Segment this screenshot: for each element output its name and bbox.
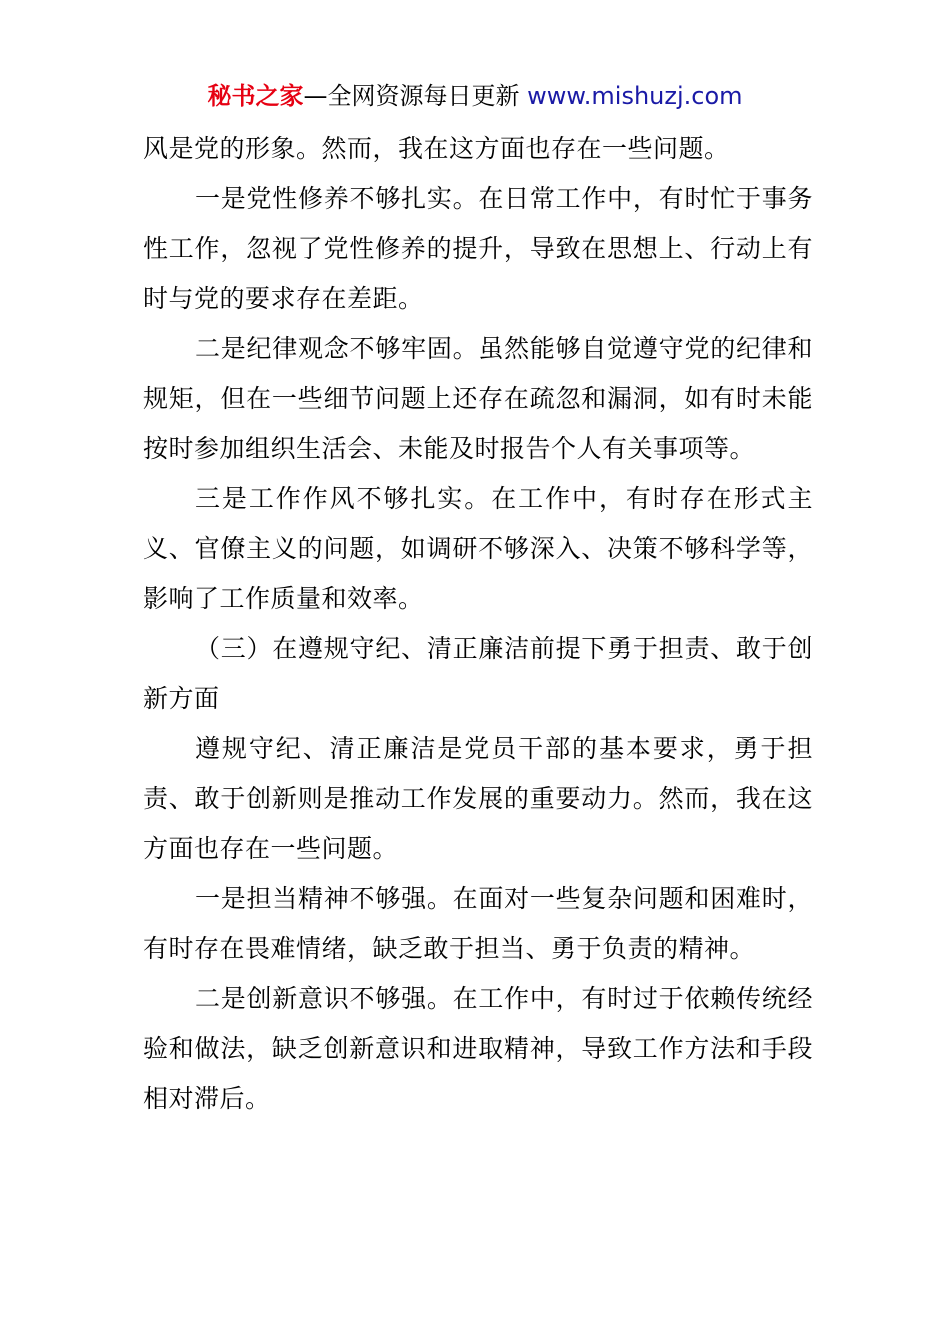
paragraph-section-intro: 遵规守纪、清正廉洁是党员干部的基本要求，勇于担责、敢于创新则是推动工作发展的重要动力。然而，我在这方面也存在一些问题。 bbox=[143, 734, 813, 863]
paragraph-work-style: 三是工作作风不够扎实。在工作中，有时存在形式主义、官僚主义的问题，如调研不够深入、决策不够科学等，影响了工作质量和效率。 bbox=[143, 484, 813, 613]
document-body bbox=[143, 124, 813, 1124]
page-header bbox=[0, 80, 950, 112]
section-heading-3: （三）在遵规守纪、清正廉洁前提下勇于担责、敢于创新方面 bbox=[143, 634, 813, 713]
brand-name: 秘书之家 bbox=[207, 82, 304, 110]
paragraph-continuation: 风是党的形象。然而，我在这方面也存在一些问题。 bbox=[143, 134, 730, 163]
paragraph-discipline: 二是纪律观念不够牢固。虽然能够自觉遵守党的纪律和规矩，但在一些细节问题上还存在疏忽和漏洞，如有时未能按时参加组织生活会、未能及时报告个人有关事项等。 bbox=[143, 334, 813, 463]
paragraph-party-cultivation: 一是党性修养不够扎实。在日常工作中，有时忙于事务性工作，忽视了党性修养的提升，导致在思想上、行动上有时与党的要求存在差距。 bbox=[143, 184, 813, 313]
header-tagline: —全网资源每日更新 bbox=[303, 82, 528, 110]
site-url-link[interactable]: www.mishuzj.com bbox=[527, 82, 743, 110]
paragraph-responsibility: 一是担当精神不够强。在面对一些复杂问题和困难时，有时存在畏难情绪，缺乏敢于担当、勇于负责的精神。 bbox=[143, 884, 813, 963]
paragraph-innovation: 二是创新意识不够强。在工作中，有时过于依赖传统经验和做法，缺乏创新意识和进取精神，导致工作方法和手段相对滞后。 bbox=[143, 984, 813, 1113]
